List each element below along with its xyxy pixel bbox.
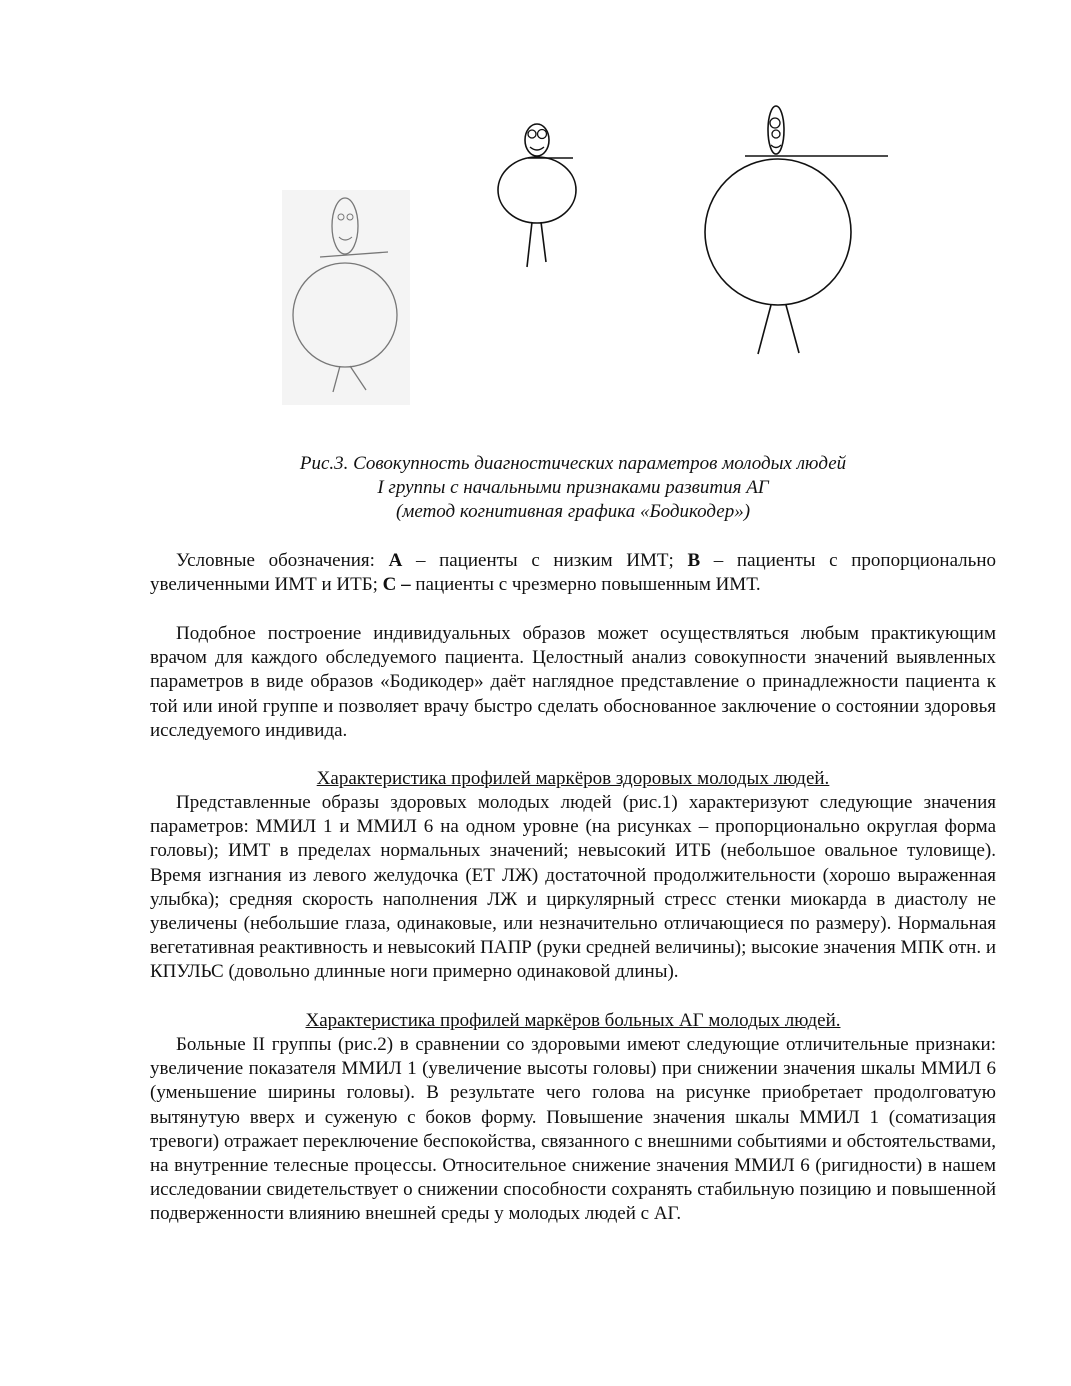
stick-figure-a (282, 190, 410, 405)
heading-healthy: Характеристика профилей маркёров здоровых молодых людей. (316, 768, 830, 789)
caption-line-1: Рис.3. Совокупность диагностических параметров молодых людей (299, 453, 847, 474)
legend-a-letter: А (388, 550, 403, 571)
legend-b-letter: В (687, 550, 701, 571)
stick-figure-b (498, 124, 576, 267)
legend-prefix: Условные обозначения: (176, 550, 389, 571)
caption-line-2: I группы с начальными признаками развития АГ (377, 477, 769, 498)
caption-line-3: (метод когнитивная графика «Бодикодер») (395, 501, 751, 522)
legend-a-text: – пациенты с низким ИМТ; (402, 550, 688, 571)
stick-figure-c (705, 106, 888, 354)
legend-paragraph (150, 549, 996, 597)
legend-b-text: – пациенты с пропорционально увеличенными ИМТ и ИТБ; (150, 550, 996, 596)
figure-illustration (0, 0, 1071, 440)
legend-c-letter: С – (382, 574, 411, 596)
bodycoder-figures-svg (0, 0, 1071, 440)
legend-c-text: пациенты с чрезмерно повышенным ИМТ. (410, 574, 761, 596)
paragraph-3: Больные II группы (рис.2) в сравнении со здоровыми имеют следующие отличительные признаки: увеличение показателя ММИЛ 1 (увеличение высоты головы) при снижении значения шкалы ММИЛ 6 (уменьшение ширины головы). В результате чего голова на рисунке приобретает продолговатую вытянутую вверх и суженую с боков форму. Повышение значения шкалы ММИЛ 1 (соматизация тревоги) отражает переключение беспокойства, связанного с внешними событиями и обстоятельствами, на внутренние телесные процессы. Относительное снижение значения ММИЛ 6 (ригидности) в нашем исследовании свидетельствует о снижении способности сохранять стабильную позицию и повышенной подверженности влиянию внешней среды у молодых людей с АГ. (150, 1034, 996, 1225)
paragraph-1: Подобное построение индивидуальных образов может осуществляться любым практикующим врачом для каждого обследуемого пациента. Целостный анализ совокупности значений выявленных параметров в виде образов «Бодикодер» даёт наглядное представление о принадлежности пациента к той или иной группе и позволяет врачу быстро сделать обоснованное заключение о состоянии здоровья исследуемого индивида. (150, 623, 996, 741)
heading-hypertension: Характеристика профилей маркёров больных АГ молодых людей. (305, 1010, 841, 1031)
paragraph-2: Представленные образы здоровых молодых людей (рис.1) характеризуют следующие значения параметров: ММИЛ 1 и ММИЛ 6 на одном уровне (на рисунках – пропорционально округлая форма головы); ИМТ в пределах нормальных значений; невысокий ИТБ (небольшое овальное туловище). Время изгнания из левого желудочка (ЕТ ЛЖ) достаточной продолжительности (хорошо выраженная улыбка); средняя скорость наполнения ЛЖ и циркулярный стресс стенки миокарда в диастолу не увеличены (небольшие глаза, одинаковые, или незначительно отличающиеся по размеру). Нормальная вегетативная реактивность и невысокий ПАПР (руки средней величины); высокие значения МПК отн. и КПУЛЬС (довольно длинные ноги примерно одинаковой длины). (150, 792, 996, 983)
figure-caption (150, 452, 996, 524)
